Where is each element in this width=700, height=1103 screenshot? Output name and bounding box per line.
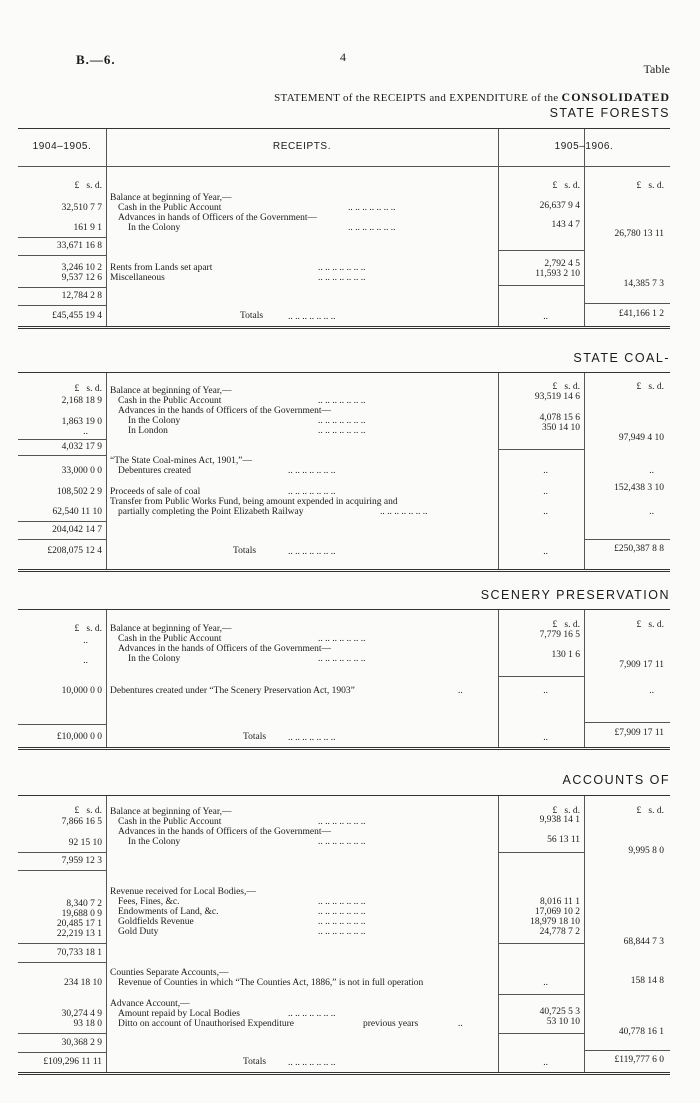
forests-total-prev: £45,455 19 4 bbox=[52, 311, 102, 321]
balance-label: Balance at beginning of Year,— bbox=[110, 193, 232, 203]
coal-colony-prev: 1,863 19 0 bbox=[61, 417, 102, 427]
header-receipts: RECEIPTS. bbox=[272, 141, 332, 152]
shillings-pence-label: s. d. bbox=[86, 181, 102, 191]
accounts-balance-curr-total: 9,995 8 0 bbox=[628, 846, 664, 856]
accounts-fees-curr: 8,016 11 1 bbox=[539, 897, 580, 907]
forests-misc-prev: 9,537 12 6 bbox=[61, 273, 102, 283]
balance-label: Balance at beginning of Year,— bbox=[110, 624, 232, 634]
shillings-pence-label: s. d. bbox=[564, 620, 580, 630]
shillings-pence-label: s. d. bbox=[86, 624, 102, 634]
leader-dots: .. .. .. .. .. .. .. bbox=[288, 466, 336, 476]
dots: .. bbox=[543, 487, 548, 497]
dots: .. bbox=[543, 312, 548, 322]
coal-balance-prev-total: 4,032 17 9 bbox=[61, 442, 102, 452]
leader-dots: .. .. .. .. .. .. .. bbox=[318, 416, 366, 426]
accounts-ditto-prev: 93 18 0 bbox=[73, 1019, 102, 1029]
shillings-pence-label: s. d. bbox=[564, 181, 580, 191]
shillings-pence-label: s. d. bbox=[564, 382, 580, 392]
header-year-current: 1905–1906. bbox=[554, 141, 614, 152]
section-title-accounts: ACCOUNTS OF bbox=[562, 773, 670, 787]
advances-label: Advances in the hands of Officers of the Government— bbox=[118, 406, 331, 416]
forests-balance-prev-total: 33,671 16 8 bbox=[56, 241, 102, 251]
shillings-pence-label: s. d. bbox=[648, 806, 664, 816]
scenery-colony-prev: .. bbox=[83, 656, 88, 666]
accounts-revenue-curr-total: 68,844 7 3 bbox=[623, 937, 664, 947]
coal-debentures-prev: 33,000 0 0 bbox=[61, 466, 102, 476]
accounts-colony-prev: 92 15 10 bbox=[68, 838, 102, 848]
totals-label: Totals bbox=[243, 1057, 267, 1067]
accounts-fees-prev: 8,340 7 2 bbox=[66, 899, 102, 909]
forests-misc-curr: 11,593 2 10 bbox=[535, 269, 580, 279]
page-identifier: B.—6. bbox=[76, 52, 116, 67]
accounts-counties-prev: 234 18 10 bbox=[64, 978, 102, 988]
coal-transfer-prev: 62,540 11 10 bbox=[52, 507, 102, 517]
advances-label: Advances in hands of Officers of the Government— bbox=[118, 213, 318, 223]
pound-sign: £ bbox=[636, 620, 642, 630]
london-label: In London bbox=[128, 426, 168, 436]
scenery-balance-curr-total: 7,909 17 11 bbox=[619, 660, 664, 670]
leader-dots: .. .. .. .. .. .. .. bbox=[318, 897, 366, 907]
pound-sign: £ bbox=[74, 806, 80, 816]
fees-label: Fees, Fines, &c. bbox=[118, 897, 180, 907]
header-year-previous: 1904–1905. bbox=[32, 141, 92, 152]
leader-dots: .. .. .. .. .. .. .. bbox=[318, 917, 366, 927]
coal-sale-prev: 108,502 2 9 bbox=[56, 487, 102, 497]
accounts-endow-prev: 19,688 0 9 bbox=[61, 909, 102, 919]
shillings-pence-label: s. d. bbox=[564, 806, 580, 816]
totals-label: Totals bbox=[240, 311, 264, 321]
leader-dots: .. .. .. .. .. .. .. bbox=[318, 634, 366, 644]
coal-balance-curr-total: 97,949 4 10 bbox=[618, 433, 664, 443]
caption-prefix: STATEMENT of the RECEIPTS and EXPENDITURE of the bbox=[274, 92, 559, 104]
colony-label: In the Colony bbox=[128, 654, 181, 664]
goldfields-label: Goldfields Revenue bbox=[118, 917, 194, 927]
pound-sign: £ bbox=[74, 624, 80, 634]
coal-table bbox=[18, 372, 670, 572]
coal-colony-curr: 4,078 15 6 bbox=[539, 413, 580, 423]
leader-dots: .. .. .. .. .. .. .. bbox=[288, 487, 336, 497]
forests-cash-curr: 26,637 9 4 bbox=[539, 201, 580, 211]
leader-dots: .. .. .. .. .. .. .. bbox=[288, 733, 336, 743]
forests-balance-curr-total: 26,780 13 11 bbox=[614, 229, 664, 239]
pound-sign: £ bbox=[552, 620, 558, 630]
leader-dots: .. .. .. .. .. .. .. bbox=[288, 312, 336, 322]
advances-label: Advances in the hands of Officers of the Government— bbox=[118, 827, 331, 837]
revenue-label: Revenue received for Local Bodies,— bbox=[110, 887, 256, 897]
coal-total-prev: £208,075 12 4 bbox=[47, 546, 102, 556]
pound-sign: £ bbox=[552, 382, 558, 392]
forests-rents-curr: 2,792 4 5 bbox=[544, 259, 580, 269]
accounts-advance-prev-total: 30,368 2 9 bbox=[61, 1038, 102, 1048]
balance-label: Balance at beginning of Year,— bbox=[110, 807, 232, 817]
totals-label: Totals bbox=[233, 546, 257, 556]
scenery-total-prev: £10,000 0 0 bbox=[56, 732, 102, 742]
colony-label: In the Colony bbox=[128, 416, 181, 426]
accounts-repaid-curr: 40,725 5 3 bbox=[539, 1007, 580, 1017]
scenery-total-curr: £7,909 17 11 bbox=[614, 728, 664, 738]
accounts-goldfields-prev: 20,485 17 1 bbox=[56, 919, 102, 929]
section-title-scenery: SCENERY PRESERVATION bbox=[480, 588, 670, 602]
pound-sign: £ bbox=[552, 806, 558, 816]
counties-sub-label: Revenue of Counties in which “The Counties Act, 1886,” is not in full operation bbox=[118, 978, 424, 988]
dots: .. bbox=[649, 686, 654, 696]
coal-total-curr: £250,387 8 8 bbox=[614, 544, 664, 554]
act-label: “The State Coal-mines Act, 1901,”— bbox=[110, 456, 252, 466]
accounts-counties-curr: 158 14 8 bbox=[630, 976, 664, 986]
accounts-endow-curr: 17,069 10 2 bbox=[534, 907, 580, 917]
accounts-revenue-prev-total: 70,733 18 1 bbox=[56, 948, 102, 958]
accounts-cash-curr: 9,938 14 1 bbox=[539, 815, 580, 825]
leader-dots: .. .. .. .. .. .. .. bbox=[318, 273, 366, 283]
leader-dots: .. .. .. .. .. .. .. bbox=[318, 817, 366, 827]
cash-label: Cash in the Public Account bbox=[118, 817, 222, 827]
pound-sign: £ bbox=[74, 384, 80, 394]
advance-label: Advance Account,— bbox=[110, 999, 190, 1009]
accounts-cash-prev: 7,866 16 5 bbox=[61, 817, 102, 827]
scenery-debentures-prev: 10,000 0 0 bbox=[61, 686, 102, 696]
sale-label: Proceeds of sale of coal bbox=[110, 487, 201, 497]
accounts-goldfields-curr: 18,979 18 10 bbox=[530, 917, 580, 927]
colony-label: In the Colony bbox=[128, 223, 181, 233]
leader-dots: .. .. .. .. .. .. .. bbox=[318, 907, 366, 917]
leader-dots: .. .. .. .. .. .. .. bbox=[288, 1058, 336, 1068]
leader-dots: .. .. .. .. .. .. .. bbox=[318, 837, 366, 847]
dots: .. bbox=[543, 466, 548, 476]
accounts-total-curr: £119,777 6 0 bbox=[614, 1055, 664, 1065]
advances-label: Advances in the hands of Officers of the Government— bbox=[118, 644, 331, 654]
ditto-label: Ditto on account of Unauthorised Expenditure bbox=[118, 1019, 294, 1029]
page-number: 4 bbox=[340, 50, 346, 64]
pound-sign: £ bbox=[636, 181, 642, 191]
accounts-ditto-curr: 53 10 10 bbox=[546, 1017, 580, 1027]
shillings-pence-label: s. d. bbox=[648, 382, 664, 392]
pound-sign: £ bbox=[636, 382, 642, 392]
dots: .. bbox=[649, 466, 654, 476]
forests-cash-prev: 32,510 7 7 bbox=[61, 203, 102, 213]
misc-label: Miscellaneous bbox=[110, 273, 165, 283]
leader-dots: .. .. .. .. .. .. .. bbox=[348, 203, 396, 213]
accounts-total-prev: £109,296 11 11 bbox=[43, 1057, 102, 1067]
accounts-colony-curr: 56 13 11 bbox=[547, 835, 580, 845]
transfer-label: Transfer from Public Works Fund, being amount expended in acquiring and bbox=[110, 497, 398, 507]
coal-london-prev: .. bbox=[83, 427, 88, 437]
cash-label: Cash in the Public Account bbox=[118, 396, 222, 406]
coal-cash-curr: 93,519 14 6 bbox=[534, 392, 580, 402]
accounts-table bbox=[18, 795, 670, 1075]
forests-other-curr-total: 14,385 7 3 bbox=[623, 279, 664, 289]
leader-dots: .. .. .. .. .. .. .. bbox=[318, 396, 366, 406]
previous-years-label: previous years bbox=[363, 1019, 419, 1029]
leader-dots: .. .. .. .. .. .. .. bbox=[348, 223, 396, 233]
endowments-label: Endowments of Land, &c. bbox=[118, 907, 219, 917]
leader-dots: .. .. .. .. .. .. .. bbox=[288, 1009, 336, 1019]
rents-label: Rents from Lands set apart bbox=[110, 263, 213, 273]
pound-sign: £ bbox=[636, 806, 642, 816]
repaid-label: Amount repaid by Local Bodies bbox=[118, 1009, 240, 1019]
counties-label: Counties Separate Accounts,— bbox=[110, 968, 229, 978]
shillings-pence-label: s. d. bbox=[648, 181, 664, 191]
scenery-colony-curr: 130 1 6 bbox=[551, 650, 580, 660]
coal-london-curr: 350 14 10 bbox=[542, 423, 580, 433]
coal-sale-curr: 152,438 3 10 bbox=[614, 483, 664, 493]
colony-label: In the Colony bbox=[128, 837, 181, 847]
accounts-balance-prev-total: 7,959 12 3 bbox=[61, 856, 102, 866]
leader-dots: .. .. .. .. .. .. .. bbox=[318, 654, 366, 664]
cash-label: Cash in the Public Account bbox=[118, 203, 222, 213]
forests-rents-prev: 3,246 10 2 bbox=[61, 263, 102, 273]
shillings-pence-label: s. d. bbox=[648, 620, 664, 630]
dots: .. bbox=[543, 686, 548, 696]
transfer-label: partially completing the Point Elizabeth Railway bbox=[118, 507, 304, 517]
forests-total-curr: £41,166 1 2 bbox=[618, 309, 664, 319]
table-label: Table bbox=[643, 62, 670, 76]
scenery-cash-curr: 7,779 16 5 bbox=[539, 630, 580, 640]
dots: .. bbox=[649, 507, 654, 517]
balance-label: Balance at beginning of Year,— bbox=[110, 386, 232, 396]
dots: .. bbox=[543, 507, 548, 517]
dots: .. bbox=[543, 733, 548, 743]
statement-caption bbox=[274, 90, 670, 105]
dots: .. bbox=[543, 547, 548, 557]
gold-duty-label: Gold Duty bbox=[118, 927, 159, 937]
dots: .. bbox=[543, 978, 548, 988]
section-title-forests: STATE FORESTS bbox=[549, 106, 670, 120]
debentures-label: Debentures created under “The Scenery Preservation Act, 1903” bbox=[110, 686, 355, 696]
pound-sign: £ bbox=[552, 181, 558, 191]
leader-dots: .. .. .. .. .. .. .. bbox=[318, 263, 366, 273]
coal-cash-prev: 2,168 18 9 bbox=[61, 396, 102, 406]
forests-colony-curr: 143 4 7 bbox=[551, 220, 580, 230]
dots: .. bbox=[458, 686, 463, 696]
caption-bold: CONSOLIDATED bbox=[561, 90, 670, 104]
cash-label: Cash in the Public Account bbox=[118, 634, 222, 644]
forests-colony-prev: 161 9 1 bbox=[73, 223, 102, 233]
leader-dots: .. .. .. .. .. .. .. bbox=[318, 927, 366, 937]
leader-dots: .. .. .. .. .. .. .. bbox=[318, 426, 366, 436]
coal-other-prev-total: 204,042 14 7 bbox=[52, 525, 102, 535]
leader-dots: .. .. .. .. .. .. .. bbox=[380, 507, 428, 517]
scenery-table bbox=[18, 609, 670, 750]
leader-dots: .. .. .. .. .. .. .. bbox=[288, 547, 336, 557]
shillings-pence-label: s. d. bbox=[86, 806, 102, 816]
accounts-gold-curr: 24,778 7 2 bbox=[539, 927, 580, 937]
debentures-label: Debentures created bbox=[118, 466, 192, 476]
scenery-cash-prev: .. bbox=[83, 636, 88, 646]
accounts-gold-prev: 22,219 13 1 bbox=[56, 929, 102, 939]
pound-sign: £ bbox=[74, 181, 80, 191]
totals-label: Totals bbox=[243, 732, 267, 742]
accounts-advance-curr-total: 40,778 16 1 bbox=[618, 1027, 664, 1037]
section-title-coal: STATE COAL- bbox=[573, 351, 670, 365]
shillings-pence-label: s. d. bbox=[86, 384, 102, 394]
accounts-repaid-prev: 30,274 4 9 bbox=[61, 1009, 102, 1019]
dots: .. bbox=[543, 1058, 548, 1068]
dots: .. bbox=[458, 1019, 463, 1029]
forests-other-prev-total: 12,784 2 8 bbox=[61, 291, 102, 301]
forests-table bbox=[18, 128, 670, 329]
